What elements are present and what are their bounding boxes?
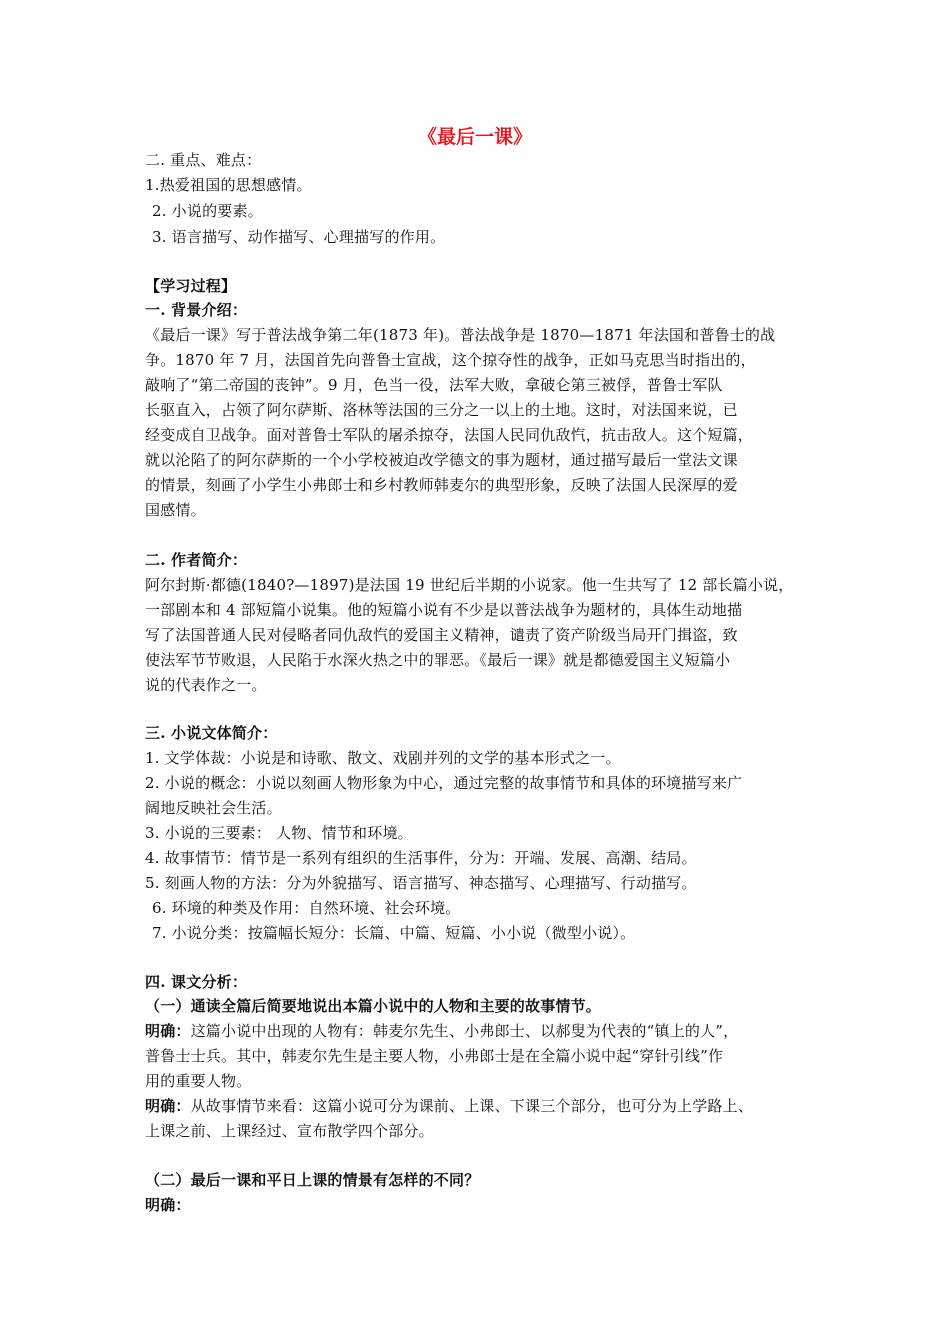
- analysis-heading: 四. 课文分析：: [145, 973, 248, 991]
- analysis-answer-line: [145, 1021, 738, 1041]
- focus-item: 1.热爱祖国的思想感情。: [145, 176, 312, 194]
- author-line: 阿尔封斯·都德(1840?—1897)是法国 19 世纪后半期的小说家。他一生共写了 12 部长篇小说，: [145, 576, 794, 594]
- analysis-answer-line: 上课之前、上课经过、宣布散学四个部分。: [145, 1122, 434, 1140]
- genre-line: 6. 环境的种类及作用：自然环境、社会环境。: [152, 899, 461, 917]
- analysis-question: （二）最后一课和平日上课的情景有怎样的不同？: [145, 1171, 480, 1189]
- analysis-answer-line: [145, 1096, 753, 1116]
- background-line: 争。1870 年 7 月，法国首先向普鲁士宣战，这个掠夺性的战争，正如马克思当时指出的，: [145, 351, 756, 369]
- answer-text: 这篇小说中出现的人物有：韩麦尔先生、小弗郎士、以郝叟为代表的“镇上的人”，: [190, 1022, 739, 1040]
- process-heading: 【学习过程】: [145, 277, 237, 295]
- answer-label: 明确：: [145, 1022, 191, 1040]
- author-line: 一部剧本和 4 部短篇小说集。他的短篇小说有不少是以普法战争为题材的，具体生动地描: [145, 601, 743, 619]
- background-line: 敲响了“第二帝国的丧钟”。9 月，色当一役，法军大败，拿破仑第三被俘，普鲁士军队: [145, 376, 723, 394]
- genre-line: 2. 小说的概念：小说以刻画人物形象为中心，通过完整的故事情节和具体的环境描写来广: [145, 774, 743, 792]
- background-line: 《最后一课》写于普法战争第二年(1873 年)。普法战争是 1870—1871 年法国和普鲁士的战: [145, 326, 776, 344]
- background-line: 就以沦陷了的阿尔萨斯的一个小学校被迫改学德文的事为题材，通过描写最后一堂法文课: [145, 451, 738, 469]
- background-line: 经变成自卫战争。面对普鲁士军队的屠杀掠夺，法国人民同仇敌忾，抗击敌人。这个短篇，: [145, 426, 754, 444]
- genre-line: 1. 文学体裁：小说是和诗歌、散文、戏剧并列的文学的基本形式之一。: [145, 749, 621, 767]
- background-line: 的情景，刻画了小学生小弗郎士和乡村教师韩麦尔的典型形象，反映了法国人民深厚的爱: [145, 476, 738, 494]
- author-line: 使法军节节败退，人民陷于水深火热之中的罪恶。《最后一课》就是都德爱国主义短篇小: [145, 651, 731, 669]
- background-heading: 一. 背景介绍：: [145, 301, 248, 319]
- analysis-answer-line: 用的重要人物。: [145, 1072, 252, 1090]
- genre-heading: 三. 小说文体简介：: [145, 724, 278, 742]
- answer-label: 明确：: [145, 1097, 191, 1115]
- analysis-answer-line: 普鲁士士兵。其中，韩麦尔先生是主要人物，小弗郎士是在全篇小说中起“穿针引线”作: [145, 1047, 724, 1065]
- author-heading: 二. 作者简介：: [145, 551, 248, 569]
- focus-item: 2. 小说的要素。: [152, 202, 263, 220]
- genre-line: 4. 故事情节：情节是一系列有组织的生活事件，分为：开端、发展、高潮、结局。: [145, 849, 697, 867]
- document-title: 《最后一课》: [417, 126, 532, 148]
- genre-line: 5. 刻画人物的方法：分为外貌描写、语言描写、神态描写、心理描写、行动描写。: [145, 874, 697, 892]
- genre-line: 3. 小说的三要素： 人物、情节和环境。: [145, 824, 413, 842]
- genre-line: 7. 小说分类：按篇幅长短分：长篇、中篇、短篇、小小说（微型小说）。: [152, 924, 636, 942]
- answer-label: 明确：: [145, 1196, 191, 1214]
- author-line: 写了法国普通人民对侵略者同仇敌忾的爱国主义精神，谴责了资产阶级当局开门揖盗，致: [145, 626, 738, 644]
- background-line: 长驱直入，占领了阿尔萨斯、洛林等法国的三分之一以上的土地。这时，对法国来说，已: [145, 401, 738, 419]
- focus-item: 3. 语言描写、动作描写、心理描写的作用。: [152, 228, 446, 246]
- answer-text: 从故事情节来看：这篇小说可分为课前、上课、下课三个部分，也可分为上学路上、: [190, 1097, 754, 1115]
- author-line: 说的代表作之一。: [145, 676, 267, 694]
- focus-heading: 二. 重点、难点：: [145, 151, 262, 169]
- genre-line: 阔地反映社会生活。: [145, 799, 282, 817]
- background-line: 国感情。: [145, 501, 206, 519]
- analysis-question: （一）通读全篇后简要地说出本篇小说中的人物和主要的故事情节。: [145, 997, 602, 1015]
